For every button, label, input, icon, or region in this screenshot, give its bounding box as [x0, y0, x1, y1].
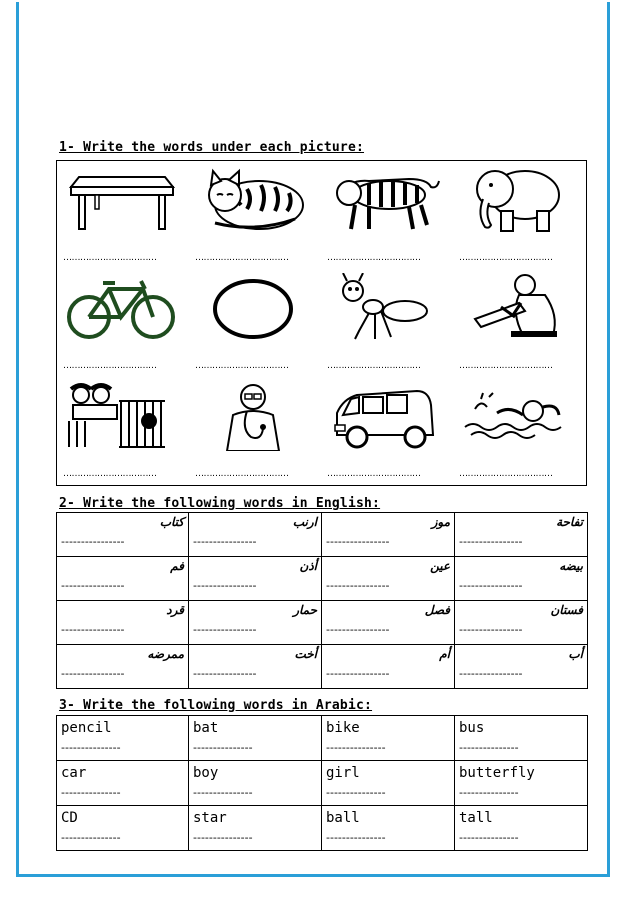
answer-blank[interactable]: ---------------- [61, 623, 125, 636]
english-word: bat [193, 720, 219, 736]
answer-blank[interactable]: --------------- [459, 741, 519, 754]
picture-cell [57, 377, 189, 485]
picture-cell [57, 161, 189, 269]
word-cell [322, 645, 455, 689]
word-cell [322, 557, 455, 601]
picture-blank[interactable]: …………………………… [327, 361, 421, 371]
word-cell [455, 513, 588, 557]
answer-blank[interactable]: --------------- [61, 831, 121, 844]
answer-blank[interactable]: ---------------- [193, 667, 257, 680]
word-cell [455, 645, 588, 689]
word-cell [189, 557, 322, 601]
answer-blank[interactable]: ---------------- [193, 535, 257, 548]
answer-blank[interactable]: ---------------- [61, 535, 125, 548]
word-cell [189, 716, 322, 761]
section3-heading: 3- Write the following words in Arabic: [59, 698, 373, 713]
arabic-word: حمار [293, 603, 317, 617]
arabic-word: عين [430, 559, 450, 573]
arabic-word: أم [439, 647, 450, 661]
table-row [57, 716, 588, 761]
arabic-word: أخت [294, 647, 317, 661]
word-cell [57, 601, 189, 645]
answer-blank[interactable]: --------------- [326, 741, 386, 754]
answer-blank[interactable]: ---------------- [459, 667, 523, 680]
answer-blank[interactable]: ---------------- [193, 579, 257, 592]
arabic-word: أذن [299, 559, 317, 573]
picture-blank[interactable]: …………………………… [195, 253, 289, 263]
table-icon [65, 165, 177, 235]
picture-blank[interactable]: …………………………… [459, 469, 553, 479]
word-cell [57, 557, 189, 601]
picture-blank[interactable]: …………………………… [327, 469, 421, 479]
answer-blank[interactable]: --------------- [61, 786, 121, 799]
english-word: pencil [61, 720, 112, 736]
word-cell [189, 645, 322, 689]
word-cell [322, 601, 455, 645]
arabic-word: كتاب [159, 515, 184, 529]
english-word: butterfly [459, 765, 535, 781]
zoo-icon [65, 381, 177, 451]
picture-cell [321, 377, 453, 485]
table-row [57, 645, 588, 689]
answer-blank[interactable]: ---------------- [459, 579, 523, 592]
answer-blank[interactable]: ---------------- [326, 623, 390, 636]
picture-blank[interactable]: …………………………… [459, 361, 553, 371]
answer-blank[interactable]: --------------- [326, 786, 386, 799]
answer-blank[interactable]: ---------------- [459, 623, 523, 636]
picture-blank[interactable]: …………………………… [63, 469, 157, 479]
table-row [57, 601, 588, 645]
word-cell [189, 761, 322, 806]
arabic-word: قرد [166, 603, 184, 617]
tiger-icon [329, 165, 441, 235]
answer-blank[interactable]: --------------- [61, 741, 121, 754]
answer-blank[interactable]: ---------------- [193, 623, 257, 636]
swimming-icon [461, 381, 573, 451]
word-cell [455, 806, 588, 851]
answer-blank[interactable]: ---------------- [459, 535, 523, 548]
word-cell [57, 716, 189, 761]
elephant-icon [461, 165, 573, 235]
answer-blank[interactable]: --------------- [193, 831, 253, 844]
arabic-words-table [56, 715, 588, 851]
word-cell [57, 761, 189, 806]
word-cell [57, 513, 189, 557]
english-word: ball [326, 810, 360, 826]
arabic-word: ارنب [292, 515, 317, 529]
word-cell [189, 806, 322, 851]
table-row [57, 557, 588, 601]
word-cell [322, 716, 455, 761]
picture-cell [57, 269, 189, 377]
carpenter-icon [461, 273, 573, 343]
word-cell [322, 806, 455, 851]
word-cell [322, 761, 455, 806]
picture-blank[interactable]: …………………………… [195, 361, 289, 371]
word-cell [189, 601, 322, 645]
word-cell [455, 761, 588, 806]
picture-blank[interactable]: …………………………… [63, 361, 157, 371]
word-cell [455, 716, 588, 761]
arabic-word: فم [170, 559, 184, 573]
egg-icon [197, 273, 309, 343]
answer-blank[interactable]: --------------- [459, 831, 519, 844]
word-cell [57, 645, 189, 689]
doctor-icon [197, 381, 309, 451]
picture-cell [321, 161, 453, 269]
answer-blank[interactable]: --------------- [193, 741, 253, 754]
picture-cell [189, 269, 321, 377]
english-word: boy [193, 765, 219, 781]
answer-blank[interactable]: --------------- [193, 786, 253, 799]
table-row [57, 761, 588, 806]
picture-blank[interactable]: …………………………… [459, 253, 553, 263]
word-cell [189, 513, 322, 557]
picture-cell [189, 161, 321, 269]
word-cell [455, 601, 588, 645]
english-word: CD [61, 810, 78, 826]
word-cell [322, 513, 455, 557]
van-icon [329, 381, 441, 451]
section2-heading: 2- Write the following words in English: [59, 496, 381, 511]
word-cell [455, 557, 588, 601]
arabic-word: موز [431, 515, 450, 529]
arabic-word: فصل [424, 603, 450, 617]
arabic-word: بيضه [559, 559, 583, 573]
table-row [57, 806, 588, 851]
ant-icon [329, 273, 441, 343]
arabic-word: تفاحة [556, 515, 583, 529]
section1-heading: 1- Write the words under each picture: [59, 140, 365, 155]
answer-blank[interactable]: ---------------- [61, 667, 125, 680]
picture-cell [453, 269, 585, 377]
pictures-box [56, 160, 587, 486]
picture-blank[interactable]: …………………………… [195, 469, 289, 479]
english-word: bike [326, 720, 360, 736]
bicycle-icon [65, 273, 177, 343]
answer-blank[interactable]: ---------------- [61, 579, 125, 592]
arabic-word: أب [568, 647, 583, 661]
picture-cell [453, 161, 585, 269]
answer-blank[interactable]: ---------------- [326, 579, 390, 592]
arabic-word: فستان [550, 603, 583, 617]
english-word: car [61, 765, 87, 781]
answer-blank[interactable]: --------------- [326, 831, 386, 844]
arabic-word: ممرضه [147, 647, 184, 661]
english-word: star [193, 810, 227, 826]
answer-blank[interactable]: --------------- [459, 786, 519, 799]
picture-cell [321, 269, 453, 377]
picture-blank[interactable]: …………………………… [63, 253, 157, 263]
picture-cell [453, 377, 585, 485]
table-row [57, 513, 588, 557]
answer-blank[interactable]: ---------------- [326, 667, 390, 680]
cat-icon [197, 165, 309, 235]
picture-blank[interactable]: …………………………… [327, 253, 421, 263]
english-word: tall [459, 810, 493, 826]
english-word: bus [459, 720, 485, 736]
english-word: girl [326, 765, 360, 781]
answer-blank[interactable]: ---------------- [326, 535, 390, 548]
english-words-table [56, 512, 588, 689]
picture-cell [189, 377, 321, 485]
word-cell [57, 806, 189, 851]
